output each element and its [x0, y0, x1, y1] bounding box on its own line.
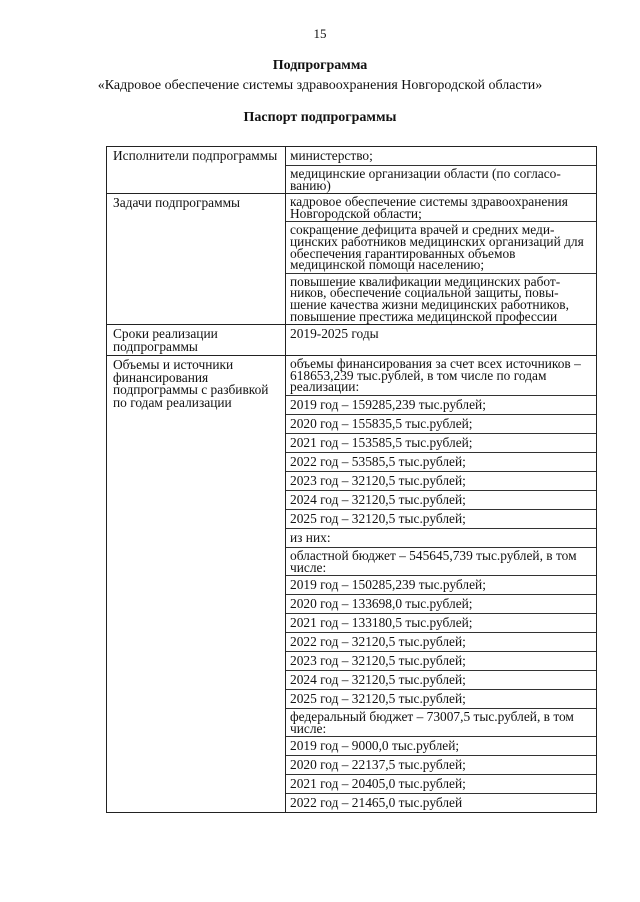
document-title: Подпрограмма [272, 58, 368, 73]
table-row [107, 147, 597, 194]
value-line: 2022 год – 53585,5 тыс.рублей; [286, 453, 596, 472]
value-line: федеральный бюджет – 73007,5 тыс.рублей, в том числе: [286, 709, 596, 737]
row-value [286, 147, 597, 194]
value-line: повышение квалификации медицинских работ-ников, обеспечение социальной защиты, повы-шение качества жизни медицинских работников, повышение престижа медицинской профессии [290, 273, 569, 324]
row-value [286, 325, 597, 356]
value-line: 2022 год – 21465,0 тыс.рублей [290, 795, 463, 811]
value-line: объемы финансирования за счет всех источников – 618653,239 тыс.рублей, в том числе по годам реализации: [286, 356, 596, 396]
value-line: 2020 год – 22137,5 тыс.рублей; [286, 756, 596, 775]
value-line: министерство; [286, 147, 596, 166]
value-line: медицинские организации области (по согласо-ванию) [290, 166, 561, 193]
page-number: 15 [313, 26, 327, 41]
row-label: Объемы и источники финансирования подпрограммы с разбивкой по годам реализации [107, 356, 286, 813]
row-label: Задачи подпрограммы [107, 194, 286, 325]
value-line: 2024 год – 32120,5 тыс.рублей; [286, 491, 596, 510]
passport-table [106, 146, 597, 813]
value-line: 2022 год – 32120,5 тыс.рублей; [286, 633, 596, 652]
row-label: Сроки реализации подпрограммы [107, 325, 286, 356]
table-row [107, 356, 597, 813]
value-line: 2021 год – 20405,0 тыс.рублей; [286, 775, 596, 794]
value-line: 2021 год – 133180,5 тыс.рублей; [286, 614, 596, 633]
value-line: кадровое обеспечение системы здравоохранения Новгородской области; [286, 194, 596, 222]
value-line: 2023 год – 32120,5 тыс.рублей; [286, 652, 596, 671]
value-line: 2019 год – 159285,239 тыс.рублей; [286, 396, 596, 415]
value-line: 2020 год – 155835,5 тыс.рублей; [286, 415, 596, 434]
value-line: 2019-2025 годы [290, 326, 379, 342]
table-row [107, 325, 597, 356]
value-line: сокращение дефицита врачей и средних меди-цинских работников медицинских организаций для обеспечения гарантированных объемов медицинской помощи населению; [286, 222, 596, 273]
value-line: 2021 год – 153585,5 тыс.рублей; [286, 434, 596, 453]
value-line: областной бюджет – 545645,739 тыс.рублей, в том числе: [286, 548, 596, 576]
value-line: из них: [286, 529, 596, 548]
value-line: 2020 год – 133698,0 тыс.рублей; [286, 595, 596, 614]
value-line: 2025 год – 32120,5 тыс.рублей; [286, 690, 596, 709]
value-line: 2024 год – 32120,5 тыс.рублей; [286, 671, 596, 690]
document-subtitle: «Кадровое обеспечение системы здравоохранения Новгородской области» [97, 78, 543, 93]
value-line: 2019 год – 9000,0 тыс.рублей; [286, 737, 596, 756]
table-row [107, 194, 597, 325]
row-value [286, 356, 597, 813]
section-heading: Паспорт подпрограммы [243, 110, 397, 125]
row-value [286, 194, 597, 325]
row-label: Исполнители подпрограммы [107, 147, 286, 194]
value-line: 2019 год – 150285,239 тыс.рублей; [286, 576, 596, 595]
value-line: 2025 год – 32120,5 тыс.рублей; [286, 510, 596, 529]
value-line: 2023 год – 32120,5 тыс.рублей; [286, 472, 596, 491]
